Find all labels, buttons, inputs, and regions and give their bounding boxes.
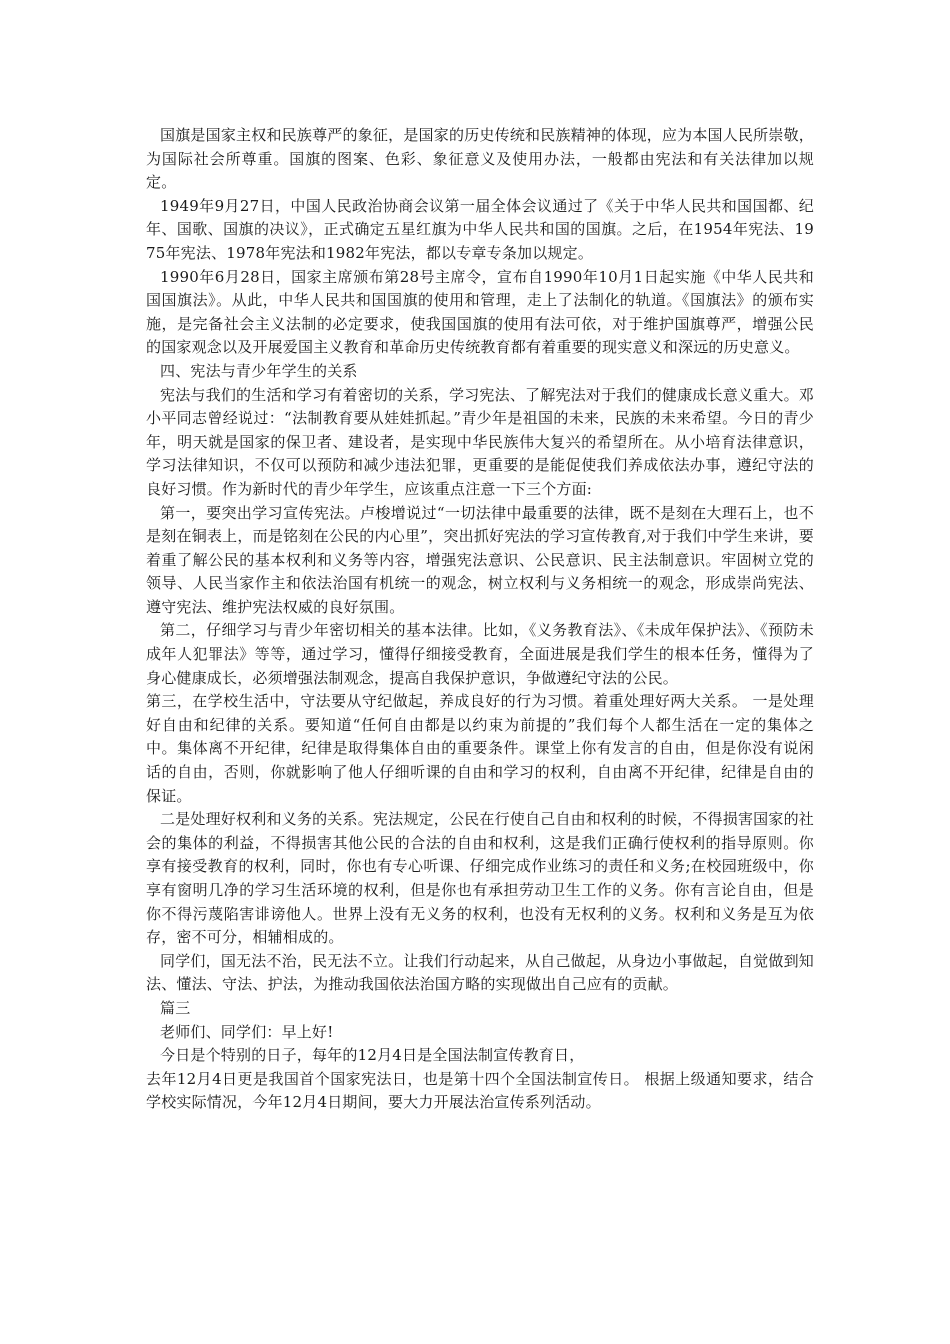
section-heading-part-three: 篇三 — [160, 998, 191, 1017]
paragraph-greeting: 老师们、同学们：早上好! — [160, 1022, 334, 1041]
paragraph-call-to-action: 同学们，国无法不治，民无法不立。让我们行动起来，从自己做起，从身边小事做起，自觉做到知法、懂法、守法、护法，为推动我国依法治国方略的实现做出自己应有的贡献。 — [146, 951, 814, 994]
paragraph-point-two: 第二，仔细学习与青少年密切相关的基本法律。比如，《义务教育法》、《未成年保护法》、《预防未成年人犯罪法》等等，通过学习，懂得仔细接受教育，全面进展是我们学生的根本任务，懂得为了身心健康成长，必须增强法制观念，提高自我保护意识，争做遵纪守法的公民。 — [146, 621, 814, 687]
paragraph-constitution-and-youth: 宪法与我们的生活和学习有着密切的关系，学习宪法、了解宪法对于我们的健康成长意义重大。邓小平同志曾经说过：“法制教育要从娃娃抓起。”青少年是祖国的未来，民族的未来希望。今日的青少年，明天就是国家的保卫者、建设者，是实现中华民族伟大复兴的希望所在。从小培育法律意识，学习法律知识，不仅可以预防和减少违法犯罪，更重要的是能促使我们养成依法办事，遵纪守法的良好习惯。作为新时代的青少年学生，应该重点注意一下三个方面: — [146, 385, 814, 498]
paragraph-special-day: 今日是个特别的日子，每年的12月4日是全国法制宣传教育日， — [160, 1046, 585, 1065]
document-body — [146, 124, 814, 1115]
section-heading-constitution-and-youth: 四、宪法与青少年学生的关系 — [160, 361, 358, 380]
paragraph-flag-resolution-1949: 1949年9月27日，中国人民政治协商会议第一届全体会议通过了《关于中华人民共和国国都、纪年、国歌、国旗的决议》，正式确定五星红旗为中华人民共和国的国旗。之后，在1954年宪法、1975年宪法、1978年宪法和1982年宪法，都以专章专条加以规定。 — [146, 196, 814, 262]
paragraph-constitution-day: 去年12月4日更是我国首个国家宪法日，也是第十四个全国法制宣传日。 根据上级通知要求，结合学校实际情况，今年12月4日期间，要大力开展法治宣传系列活动。 — [146, 1069, 814, 1112]
paragraph-flag-law-1990: 1990年6月28日，国家主席颁布第28号主席令，宣布自1990年10月1日起实施《中华人民共和国国旗法》。从此，中华人民共和国国旗的使用和管理，走上了法制化的轨道。《国旗法》的颁布实施，是完备社会主义法制的必定要求，使我国国旗的使用有法可依，对于维护国旗尊严，增强公民的国家观念以及开展爱国主义教育和革命历史传统教育都有着重要的现实意义和深远的历史意义。 — [146, 267, 814, 357]
paragraph-national-flag-intro: 国旗是国家主权和民族尊严的象征，是国家的历史传统和民族精神的体现，应为本国人民所崇敬，为国际社会所尊重。国旗的图案、色彩、象征意义及使用办法，一般都由宪法和有关法律加以规定。 — [146, 126, 814, 192]
paragraph-point-one: 第一，要突出学习宣传宪法。卢梭增说过“一切法律中最重要的法律，既不是刻在大理石上，也不是刻在铜表上，而是铭刻在公民的内心里”，突出抓好宪法的学习宣传教育,对于我们中学生来讲，要着重了解公民的基本权利和义务等内容，增强宪法意识、公民意识、民主法制意识。牢固树立党的领导、人民当家作主和依法治国有机统一的观念，树立权利与义务相统一的观念，形成崇尚宪法、遵守宪法、维护宪法权威的良好氛围。 — [146, 503, 814, 616]
paragraph-point-three: 第三，在学校生活中，守法要从守纪做起，养成良好的行为习惯。着重处理好两大关系。 一是处理好自由和纪律的关系。要知道“任何自由都是以约束为前提的”我们每个人都生活在一定的集体之中。集体离不开纪律，纪律是取得集体自由的重要条件。课堂上你有发言的自由，但是你没有说闲话的自由，否则，你就影响了他人仔细听课的自由和学习的权利，自由离不开纪律，纪律是自由的保证。 — [146, 692, 814, 805]
paragraph-rights-and-duties: 二是处理好权利和义务的关系。宪法规定，公民在行使自己自由和权利的时候，不得损害国家的社会的集体的利益，不得损害其他公民的合法的自由和权利，这是我们正确行使权利的指导原则。你享有接受教育的权利，同时，你也有专心听课、仔细完成作业练习的责任和义务;在校园班级中，你享有窗明几净的学习生活环境的权利，但是你也有承担劳动卫生工作的义务。你有言论自由，但是你不得污蔑陷害诽谤他人。世界上没有无义务的权利，也没有无权利的义务。权利和义务是互为依存，密不可分，相辅相成的。 — [146, 810, 814, 947]
